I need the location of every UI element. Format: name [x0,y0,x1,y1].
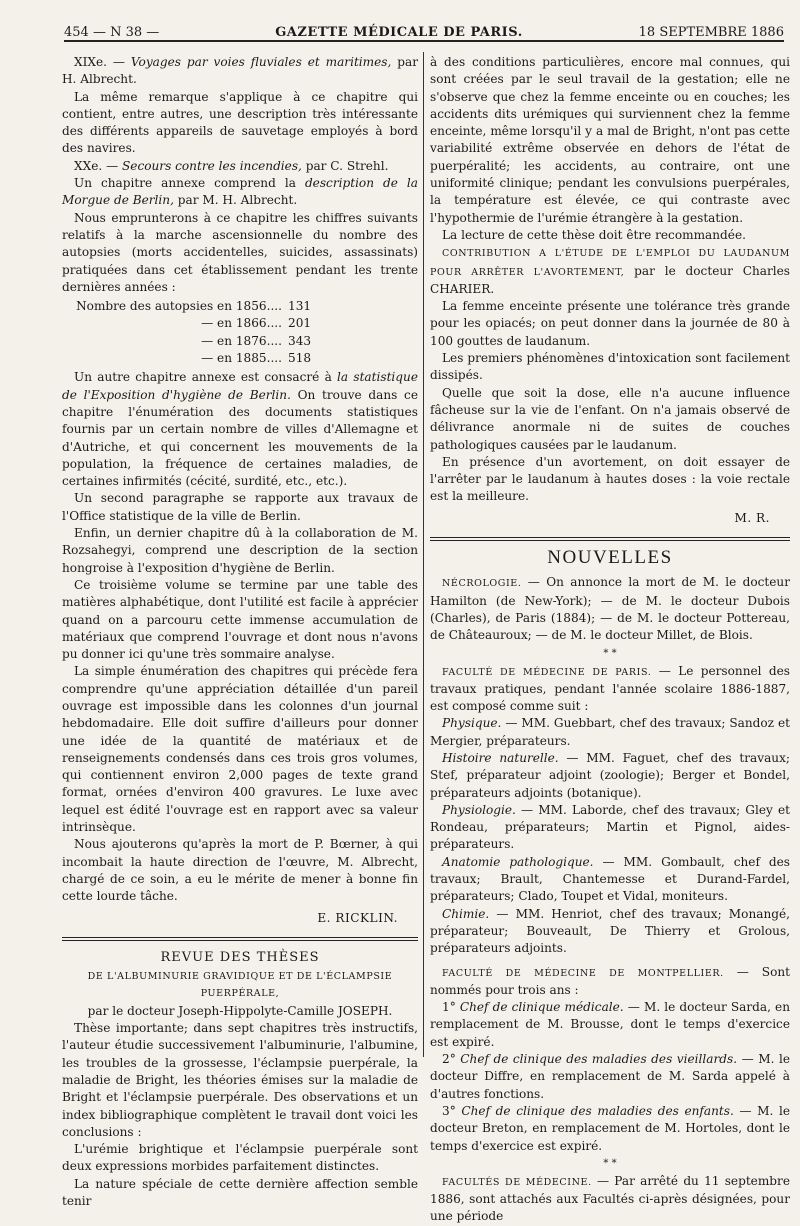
paragraph: La femme enceinte présente une tolérance très grande pour les opiacés; on peut donner dans la journée de 80 à 100 gouttes de laudanum. [430,299,790,348]
paragraph: à des conditions particulières, encore mal connues, qui sont créées par le seul travail de la gestation; elle ne s'observe que chez la femme enceinte ou en couches; les accidents dits urémiques qui surviennent chez la femme enceinte, même lorsqu'il y a mal de Bright, n'ont pas cette variabilité extrême observée en dehors de l'état de puerpéralité; les accidents, au contraire, ont une uniformité clinique; pendant les convulsions puerpérales, la température est élevée, ce qui contraste avec l'hypothermie de l'urémie étrangère à la gestation. [430,55,790,225]
table-row: Nombre des autopsies en 1856.... 131 [76,299,312,314]
paragraph: La lecture de cette thèse doit être recommandée. [442,227,746,242]
paragraph: La même remarque s'applique à ce chapitre qui contient, entre autres, une description très intéressante des différents appareils de sauvetage employés à bord des navires. [62,89,418,156]
paragraph: Un autre chapitre annexe est consacré à la statistique de l'Exposition d'hygiène de Berlin. On trouve dans ce chapitre l'énumération des documents statistiques fournis par un certain nombre de villes d'Allemagne et d'Autriche, et qui concernent les mouvements de la population, la fréquence de certaines maladies, de certaines infirmités (cécité, surdité, etc., etc.). [62,370,418,489]
news-item: Histoire naturelle. — MM. Faguet, chef des travaux; Stef, préparateur adjoint (zoologie); Berger et Bondel, préparateurs adjoints (botanique). [430,750,790,800]
section-rule [430,537,790,541]
author-signature: M. R. [734,510,770,525]
section-rule [62,937,418,941]
page-header [64,18,784,42]
left-column [62,54,418,1210]
paragraph: XXe. — Secours contre les incendies, par C. Strehl. [74,158,389,173]
news-item: Physiologie. — MM. Laborde, chef des travaux; Gley et Rondeau, préparateurs; Martin et Pignol, aides-préparateurs. [430,802,790,852]
thesis-title: DE L'ALBUMINURIE GRAVIDIQUE ET DE L'ÉCLAMPSIE PUERPÉRALE, [87,971,393,1000]
table-row: — en 1866.... 201 [201,316,312,331]
paragraph: XIXe. — Voyages par voies fluviales et maritimes, par H. Albrecht. [62,55,419,87]
page-number: 454 — N 38 — [64,25,160,40]
right-column [430,54,790,1226]
news-item: FACULTÉ DE MÉDECINE DE MONTPELLIER. — Sont nommés pour trois ans : [430,964,790,997]
news-item: Physique. — MM. Guebbart, chef des travaux; Sandoz et Mergier, préparateurs. [430,716,790,748]
paragraph: Quelle que soit la dose, elle n'a aucune influence fâcheuse sur la vie de l'enfant. On n'a jamais observé de délivrance anormale ni de suites de couches pathologiques causées par le laudanum. [430,385,790,452]
table-row: — en 1876.... 343 [201,333,312,348]
news-item: FACULTÉS DE MÉDECINE. — Par arrêté du 11 septembre 1886, sont attachés aux Facultés ci-après désignées, pour une période [430,1173,790,1224]
paragraph: Les premiers phénomènes d'intoxication sont facilement dissipés. [430,351,790,383]
table-row: — en 1885.... 518 [201,351,312,366]
thesis-author: par le docteur Joseph-Hippolyte-Camille JOSEPH. [87,1003,393,1018]
separator-stars: * * [603,1157,617,1169]
autopsy-table [62,298,418,367]
journal-title: GAZETTE MÉDICALE DE PARIS. [275,25,523,40]
issue-date: 18 SEPTEMBRE 1886 [638,25,784,40]
paragraph: Un chapitre annexe comprend la description de la Morgue de Berlin, par M. H. Albrecht. [62,176,418,208]
section-title: REVUE DES THÈSES [160,949,320,965]
news-item: 1° Chef de clinique médicale. — M. le docteur Sarda, en remplacement de M. Brousse, dont le temps d'exercice est expiré. [430,1000,790,1049]
paragraph: Nous emprunterons à ce chapitre les chiffres suivants relatifs à la marche ascensionnelle du nombre des autopsies (morts accidentelles, suicides, assassinats) pratiquées dans cet établissement pendant les trente dernières années : [62,210,418,294]
paragraph: La nature spéciale de cette dernière affection semble tenir [62,1176,418,1208]
paragraph: Un second paragraphe se rapporte aux travaux de l'Office statistique de la ville de Berlin. [62,491,418,523]
news-item: Anatomie pathologique. — MM. Gombault, chef des travaux; Brault, Chantemesse et Durand-Fardel, préparateurs; Clado, Toupet et Vidal, moniteurs. [430,854,790,904]
paragraph: Thèse importante; dans sept chapitres très instructifs, l'auteur étudie successivement l'albuminurie, l'albumine, les troubles de la grossesse, l'éclampsie puerpérale, la maladie de Bright, les théories émises sur la maladie de Bright et l'éclampsie puerpérale. Des observations et un index bibliographique complètent le travail dont voici les conclusions : [62,1021,418,1139]
section-title: NOUVELLES [547,547,673,569]
paragraph: Nous ajouterons qu'après la mort de P. Bœrner, à qui incombait la haute direction de l'œuvre, M. Albrecht, chargé de ce soin, a eu le mérite de mener à bonne fin cette lourde tâche. [62,837,418,904]
paragraph: Ce troisième volume se termine par une table des matières alphabétique, dont l'utilité est facile à apprécier quand on a parcouru cette immense accumulation de matériaux que comprend l'ouvrage et dont nous n'avons pu donner ici qu'une très sommaire analyse. [62,577,418,662]
news-item: FACULTÉ DE MÉDECINE DE PARIS. — Le personnel des travaux pratiques, pendant l'année scolaire 1886-1887, est composé comme suit : [430,663,790,714]
paragraph: Enfin, un dernier chapitre dû à la collaboration de M. Rozsahegyi, comprend une description de la section hongroise à l'exposition d'hygiène de Berlin. [62,526,418,575]
paragraph: L'urémie brightique et l'éclampsie puerpérale sont deux expressions morbides parfaitement distinctes. [62,1142,418,1174]
thesis-heading: CONTRIBUTION A L'ÉTUDE DE L'EMPLOI DU LAUDANUM POUR ARRÊTER L'AVORTEMENT, par le docteur Charles CHARIER. [430,248,790,296]
column-divider [423,52,424,1057]
paragraph: La simple énumération des chapitres qui précède fera comprendre qu'une appréciation détaillée d'un pareil ouvrage est impossible dans les colonnes d'un journal hebdomadaire. Elle doit suffire d'ailleurs pour donner une idée de la quantité de matériaux et de renseignements condensés dans ces trois gros volumes, qui contiennent environ 2,000 pages de texte grand format, ornées d'environ 400 gravures. Le luxe avec lequel est édité l'ouvrage est en rapport avec sa valeur intrinsèque. [62,664,418,835]
news-item: Chimie. — MM. Henriot, chef des travaux; Monangé, préparateur; Bouveault, De Thierry et Grolous, préparateurs adjoints. [430,906,790,956]
news-item: 2° Chef de clinique des maladies des vieillards. — M. le docteur Diffre, en remplacement de M. Sarda appelé à d'autres fonctions. [430,1052,790,1101]
paragraph: En présence d'un avortement, on doit essayer de l'arrêter par le laudanum à hautes doses : la voie rectale est la meilleure. [430,454,790,504]
separator-stars: * * [603,647,617,659]
news-item: NÉCROLOGIE. — On annonce la mort de M. le docteur Hamilton (de New-York); — de M. le docteur Dubois (Charles), de Paris (1884); — de M. le docteur Pottereau, de Châteauroux; — de M. le docteur Millet, de Blois. [430,575,790,643]
author-signature: E. RICKLIN. [317,910,398,925]
news-item: 3° Chef de clinique des maladies des enfants. — M. le docteur Breton, en remplacement de M. Hortoles, dont le temps d'exercice est expiré. [430,1103,791,1153]
